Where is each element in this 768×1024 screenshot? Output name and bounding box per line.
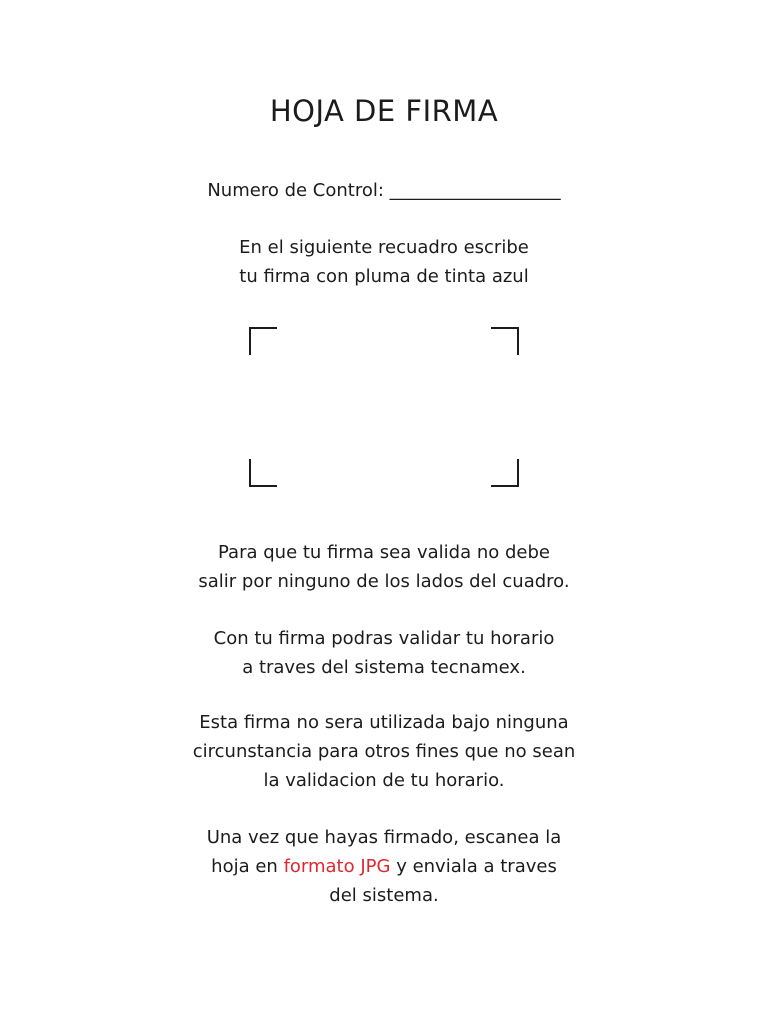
scan-text: hoja en	[211, 856, 284, 877]
instruction-line: En el siguiente recuadro escribe	[239, 237, 529, 258]
privacy-line: circunstancia para otros fines que no sean	[192, 741, 576, 762]
jpg-format-highlight: formato JPG	[283, 856, 391, 877]
corner-mark-top-right	[491, 327, 519, 355]
control-number-label: Numero de Control:	[207, 180, 384, 201]
scan-line-format	[0, 852, 768, 881]
validity-line: salir por ninguno de los lados del cuadro.	[198, 571, 570, 592]
corner-mark-top-left	[249, 327, 277, 355]
privacy-line: Esta firma no sera utilizada bajo ninguna	[199, 712, 569, 733]
schedule-line: Con tu firma podras validar tu horario	[213, 628, 555, 649]
signature-instruction	[0, 233, 768, 291]
scan-line: Una vez que hayas firmado, escanea la	[206, 827, 562, 848]
schedule-note	[0, 624, 768, 682]
corner-mark-bottom-left	[249, 459, 277, 487]
scan-instructions	[0, 823, 768, 910]
privacy-line: la validacion de tu horario.	[263, 770, 505, 791]
validity-note	[0, 538, 768, 596]
scan-line: del sistema.	[329, 885, 439, 906]
instruction-line: tu firma con pluma de tinta azul	[239, 266, 529, 287]
control-number-blank: ___________________	[389, 180, 561, 201]
signature-box[interactable]	[249, 327, 519, 487]
corner-mark-bottom-right	[491, 459, 519, 487]
privacy-note	[0, 708, 768, 795]
scan-text: y enviala a traves	[390, 856, 557, 877]
page-title: HOJA DE FIRMA	[269, 94, 499, 128]
schedule-line: a traves del sistema tecnamex.	[242, 657, 526, 678]
control-number-line	[0, 180, 768, 201]
validity-line: Para que tu firma sea valida no debe	[218, 542, 550, 563]
